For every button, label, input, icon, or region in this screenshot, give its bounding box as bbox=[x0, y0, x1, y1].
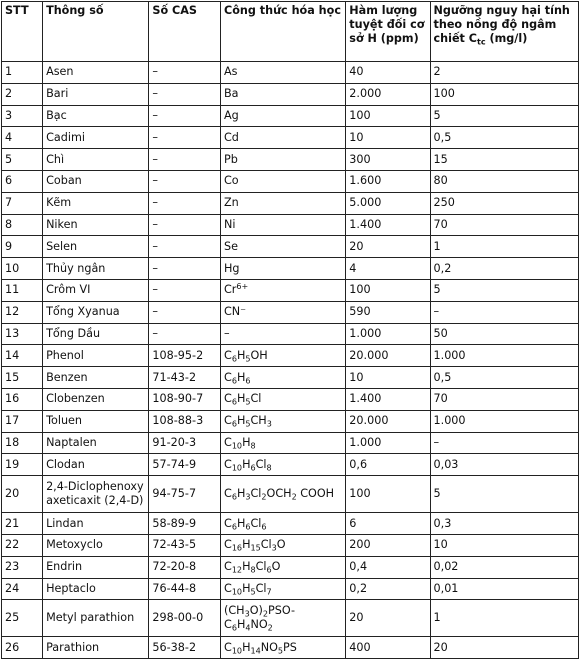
row-cas: – bbox=[149, 279, 221, 301]
row-threshold: 1.000 bbox=[430, 345, 578, 367]
row-absolute-content: 20 bbox=[346, 236, 430, 258]
row-threshold: 0,5 bbox=[430, 367, 578, 389]
row-parameter: Phenol bbox=[43, 345, 149, 367]
row-formula: Co bbox=[221, 170, 346, 192]
row-formula: Pb bbox=[221, 149, 346, 171]
table-row bbox=[2, 556, 579, 578]
row-formula: Ag bbox=[221, 105, 346, 127]
row-formula: Hg bbox=[221, 258, 346, 280]
header-parameter: Thông số bbox=[43, 2, 149, 62]
table-row bbox=[2, 192, 579, 214]
row-parameter: Thủy ngân bbox=[43, 258, 149, 280]
row-stt: 3 bbox=[2, 105, 43, 127]
row-stt: 15 bbox=[2, 367, 43, 389]
table-row bbox=[2, 279, 579, 301]
header-absolute-content: Hàm lượng tuyệt đối cơ sở H (ppm) bbox=[346, 2, 430, 62]
row-cas: – bbox=[149, 301, 221, 323]
table-row bbox=[2, 476, 579, 513]
row-absolute-content: 590 bbox=[346, 301, 430, 323]
row-cas: 108-95-2 bbox=[149, 345, 221, 367]
row-stt: 19 bbox=[2, 454, 43, 476]
table-row bbox=[2, 105, 579, 127]
table-row bbox=[2, 149, 579, 171]
row-absolute-content: 5.000 bbox=[346, 192, 430, 214]
table-row bbox=[2, 513, 579, 535]
row-cas: – bbox=[149, 192, 221, 214]
row-absolute-content: 0,6 bbox=[346, 454, 430, 476]
row-threshold: 10 bbox=[430, 534, 578, 556]
row-formula: Se bbox=[221, 236, 346, 258]
row-parameter: Naptalen bbox=[43, 432, 149, 454]
row-stt: 9 bbox=[2, 236, 43, 258]
row-absolute-content: 100 bbox=[346, 105, 430, 127]
header-stt: STT bbox=[2, 2, 43, 62]
row-parameter: Metoxyclo bbox=[43, 534, 149, 556]
row-formula: $C_6H_5Cl$ bbox=[221, 388, 346, 410]
row-stt: 26 bbox=[2, 637, 43, 659]
row-formula: $C_{16}H_{15}Cl_3O$ bbox=[221, 534, 346, 556]
table-row bbox=[2, 345, 579, 367]
table-row bbox=[2, 323, 579, 345]
table-row bbox=[2, 170, 579, 192]
row-formula: $C_6H_5CH_3$ bbox=[221, 410, 346, 432]
row-threshold: 5 bbox=[430, 105, 578, 127]
row-formula: $C_{12}H_8Cl_6O$ bbox=[221, 556, 346, 578]
row-absolute-content: 2.000 bbox=[346, 83, 430, 105]
row-stt: 17 bbox=[2, 410, 43, 432]
row-stt: 12 bbox=[2, 301, 43, 323]
row-cas: – bbox=[149, 323, 221, 345]
row-stt: 25 bbox=[2, 600, 43, 637]
row-absolute-content: 100 bbox=[346, 279, 430, 301]
row-threshold: 1.000 bbox=[430, 410, 578, 432]
row-threshold: 50 bbox=[430, 323, 578, 345]
table-row bbox=[2, 83, 579, 105]
row-threshold: – bbox=[430, 432, 578, 454]
row-threshold: 70 bbox=[430, 214, 578, 236]
table-row bbox=[2, 62, 579, 84]
row-absolute-content: 10 bbox=[346, 127, 430, 149]
row-parameter: Parathion bbox=[43, 637, 149, 659]
row-threshold: 20 bbox=[430, 637, 578, 659]
row-absolute-content: 300 bbox=[346, 149, 430, 171]
row-parameter: Selen bbox=[43, 236, 149, 258]
row-absolute-content: 6 bbox=[346, 513, 430, 535]
row-threshold: 1 bbox=[430, 236, 578, 258]
row-formula: $C_6H_6Cl_6$ bbox=[221, 513, 346, 535]
row-stt: 1 bbox=[2, 62, 43, 84]
row-formula: As bbox=[221, 62, 346, 84]
row-parameter: Tổng Dầu bbox=[43, 323, 149, 345]
row-absolute-content: 4 bbox=[346, 258, 430, 280]
header-formula: Công thức hóa học bbox=[221, 2, 346, 62]
row-stt: 2 bbox=[2, 83, 43, 105]
table-row bbox=[2, 637, 579, 659]
row-absolute-content: 0,2 bbox=[346, 578, 430, 600]
row-stt: 16 bbox=[2, 388, 43, 410]
table-row bbox=[2, 388, 579, 410]
row-absolute-content: 20.000 bbox=[346, 345, 430, 367]
row-threshold: 15 bbox=[430, 149, 578, 171]
row-formula: $C_6H_3Cl_2OCH_2$ COOH bbox=[221, 476, 346, 513]
header-threshold-subscript: tc bbox=[477, 37, 486, 47]
row-formula: $C_{10}H_{14}NO_5PS$ bbox=[221, 637, 346, 659]
row-stt: 24 bbox=[2, 578, 43, 600]
row-absolute-content: 40 bbox=[346, 62, 430, 84]
row-formula: $Cr^{6+}$ bbox=[221, 279, 346, 301]
row-threshold: 0,01 bbox=[430, 578, 578, 600]
row-parameter: Niken bbox=[43, 214, 149, 236]
row-absolute-content: 20 bbox=[346, 600, 430, 637]
row-stt: 10 bbox=[2, 258, 43, 280]
row-parameter: Metyl parathion bbox=[43, 600, 149, 637]
row-stt: 4 bbox=[2, 127, 43, 149]
row-cas: – bbox=[149, 83, 221, 105]
row-absolute-content: 0,4 bbox=[346, 556, 430, 578]
row-threshold: 0,3 bbox=[430, 513, 578, 535]
table-row bbox=[2, 258, 579, 280]
row-threshold: 5 bbox=[430, 476, 578, 513]
row-cas: – bbox=[149, 127, 221, 149]
table-row bbox=[2, 301, 579, 323]
row-cas: 58-89-9 bbox=[149, 513, 221, 535]
row-cas: 94-75-7 bbox=[149, 476, 221, 513]
row-absolute-content: 1.400 bbox=[346, 388, 430, 410]
row-formula: Ba bbox=[221, 83, 346, 105]
row-stt: 5 bbox=[2, 149, 43, 171]
row-formula: $C_{10}H_5Cl_7$ bbox=[221, 578, 346, 600]
row-absolute-content: 1.600 bbox=[346, 170, 430, 192]
row-stt: 18 bbox=[2, 432, 43, 454]
row-parameter: Cadimi bbox=[43, 127, 149, 149]
row-threshold: 250 bbox=[430, 192, 578, 214]
row-cas: – bbox=[149, 105, 221, 127]
row-threshold: 0,2 bbox=[430, 258, 578, 280]
row-cas: 57-74-9 bbox=[149, 454, 221, 476]
row-absolute-content: 100 bbox=[346, 476, 430, 513]
row-threshold: 80 bbox=[430, 170, 578, 192]
row-parameter: Lindan bbox=[43, 513, 149, 535]
table-row bbox=[2, 578, 579, 600]
row-parameter: Clobenzen bbox=[43, 388, 149, 410]
row-absolute-content: 1.000 bbox=[346, 323, 430, 345]
row-parameter: Toluen bbox=[43, 410, 149, 432]
row-parameter: Kẽm bbox=[43, 192, 149, 214]
row-cas: 56-38-2 bbox=[149, 637, 221, 659]
row-parameter: Heptaclo bbox=[43, 578, 149, 600]
row-stt: 20 bbox=[2, 476, 43, 513]
row-absolute-content: 400 bbox=[346, 637, 430, 659]
row-parameter: Tổng Xyanua bbox=[43, 301, 149, 323]
row-parameter: 2,4-Diclophenoxy axeticaxit (2,4-D) bbox=[43, 476, 149, 513]
row-cas: – bbox=[149, 236, 221, 258]
row-parameter: Benzen bbox=[43, 367, 149, 389]
table-header-row bbox=[2, 2, 579, 62]
header-cas: Số CAS bbox=[149, 2, 221, 62]
header-threshold bbox=[430, 2, 578, 62]
hazard-threshold-table bbox=[1, 1, 579, 659]
table-body bbox=[2, 62, 579, 659]
row-parameter: Crôm VI bbox=[43, 279, 149, 301]
row-formula: $C_6H_6$ bbox=[221, 367, 346, 389]
row-formula: CN⁻ bbox=[221, 301, 346, 323]
row-cas: 298-00-0 bbox=[149, 600, 221, 637]
table-row bbox=[2, 600, 579, 637]
row-stt: 11 bbox=[2, 279, 43, 301]
row-cas: – bbox=[149, 62, 221, 84]
row-parameter: Endrin bbox=[43, 556, 149, 578]
table-row bbox=[2, 127, 579, 149]
table-row bbox=[2, 534, 579, 556]
row-cas: 72-43-5 bbox=[149, 534, 221, 556]
row-cas: 91-20-3 bbox=[149, 432, 221, 454]
row-cas: 72-20-8 bbox=[149, 556, 221, 578]
row-absolute-content: 20.000 bbox=[346, 410, 430, 432]
row-threshold: – bbox=[430, 301, 578, 323]
formula-superscript: 6+ bbox=[236, 282, 249, 292]
row-formula: Cd bbox=[221, 127, 346, 149]
row-threshold: 5 bbox=[430, 279, 578, 301]
row-cas: – bbox=[149, 258, 221, 280]
row-stt: 8 bbox=[2, 214, 43, 236]
row-formula: – bbox=[221, 323, 346, 345]
table-row bbox=[2, 454, 579, 476]
row-stt: 6 bbox=[2, 170, 43, 192]
row-stt: 7 bbox=[2, 192, 43, 214]
row-threshold: 0,5 bbox=[430, 127, 578, 149]
table-row bbox=[2, 236, 579, 258]
header-threshold-prefix: Ngưỡng nguy hại tính theo nồng độ ngâm chiết C bbox=[433, 4, 570, 45]
row-cas: 108-90-7 bbox=[149, 388, 221, 410]
row-cas: 71-43-2 bbox=[149, 367, 221, 389]
row-stt: 21 bbox=[2, 513, 43, 535]
row-parameter: Bari bbox=[43, 83, 149, 105]
row-stt: 23 bbox=[2, 556, 43, 578]
row-formula: $C_{10}H_8$ bbox=[221, 432, 346, 454]
row-stt: 13 bbox=[2, 323, 43, 345]
row-absolute-content: 200 bbox=[346, 534, 430, 556]
row-parameter: Coban bbox=[43, 170, 149, 192]
row-cas: 76-44-8 bbox=[149, 578, 221, 600]
row-cas: 108-88-3 bbox=[149, 410, 221, 432]
row-cas: – bbox=[149, 214, 221, 236]
row-threshold: 0,02 bbox=[430, 556, 578, 578]
row-cas: – bbox=[149, 149, 221, 171]
row-threshold: 2 bbox=[430, 62, 578, 84]
row-stt: 22 bbox=[2, 534, 43, 556]
table-row bbox=[2, 367, 579, 389]
table-row bbox=[2, 410, 579, 432]
row-formula: Ni bbox=[221, 214, 346, 236]
row-formula: $(CH_3O)_2PSO-C_6H_4NO_2$ bbox=[221, 600, 346, 637]
row-threshold: 100 bbox=[430, 83, 578, 105]
row-cas: – bbox=[149, 170, 221, 192]
row-stt: 14 bbox=[2, 345, 43, 367]
table-row bbox=[2, 214, 579, 236]
header-threshold-suffix: (mg/l) bbox=[485, 32, 528, 45]
row-parameter: Clodan bbox=[43, 454, 149, 476]
row-absolute-content: 1.400 bbox=[346, 214, 430, 236]
row-threshold: 1 bbox=[430, 600, 578, 637]
row-parameter: Bạc bbox=[43, 105, 149, 127]
row-parameter: Asen bbox=[43, 62, 149, 84]
row-formula: $C_6H_5OH$ bbox=[221, 345, 346, 367]
row-absolute-content: 1.000 bbox=[346, 432, 430, 454]
table-row bbox=[2, 432, 579, 454]
row-absolute-content: 10 bbox=[346, 367, 430, 389]
row-formula: $C_{10}H_6Cl_8$ bbox=[221, 454, 346, 476]
row-threshold: 70 bbox=[430, 388, 578, 410]
row-threshold: 0,03 bbox=[430, 454, 578, 476]
row-formula: Zn bbox=[221, 192, 346, 214]
row-parameter: Chì bbox=[43, 149, 149, 171]
